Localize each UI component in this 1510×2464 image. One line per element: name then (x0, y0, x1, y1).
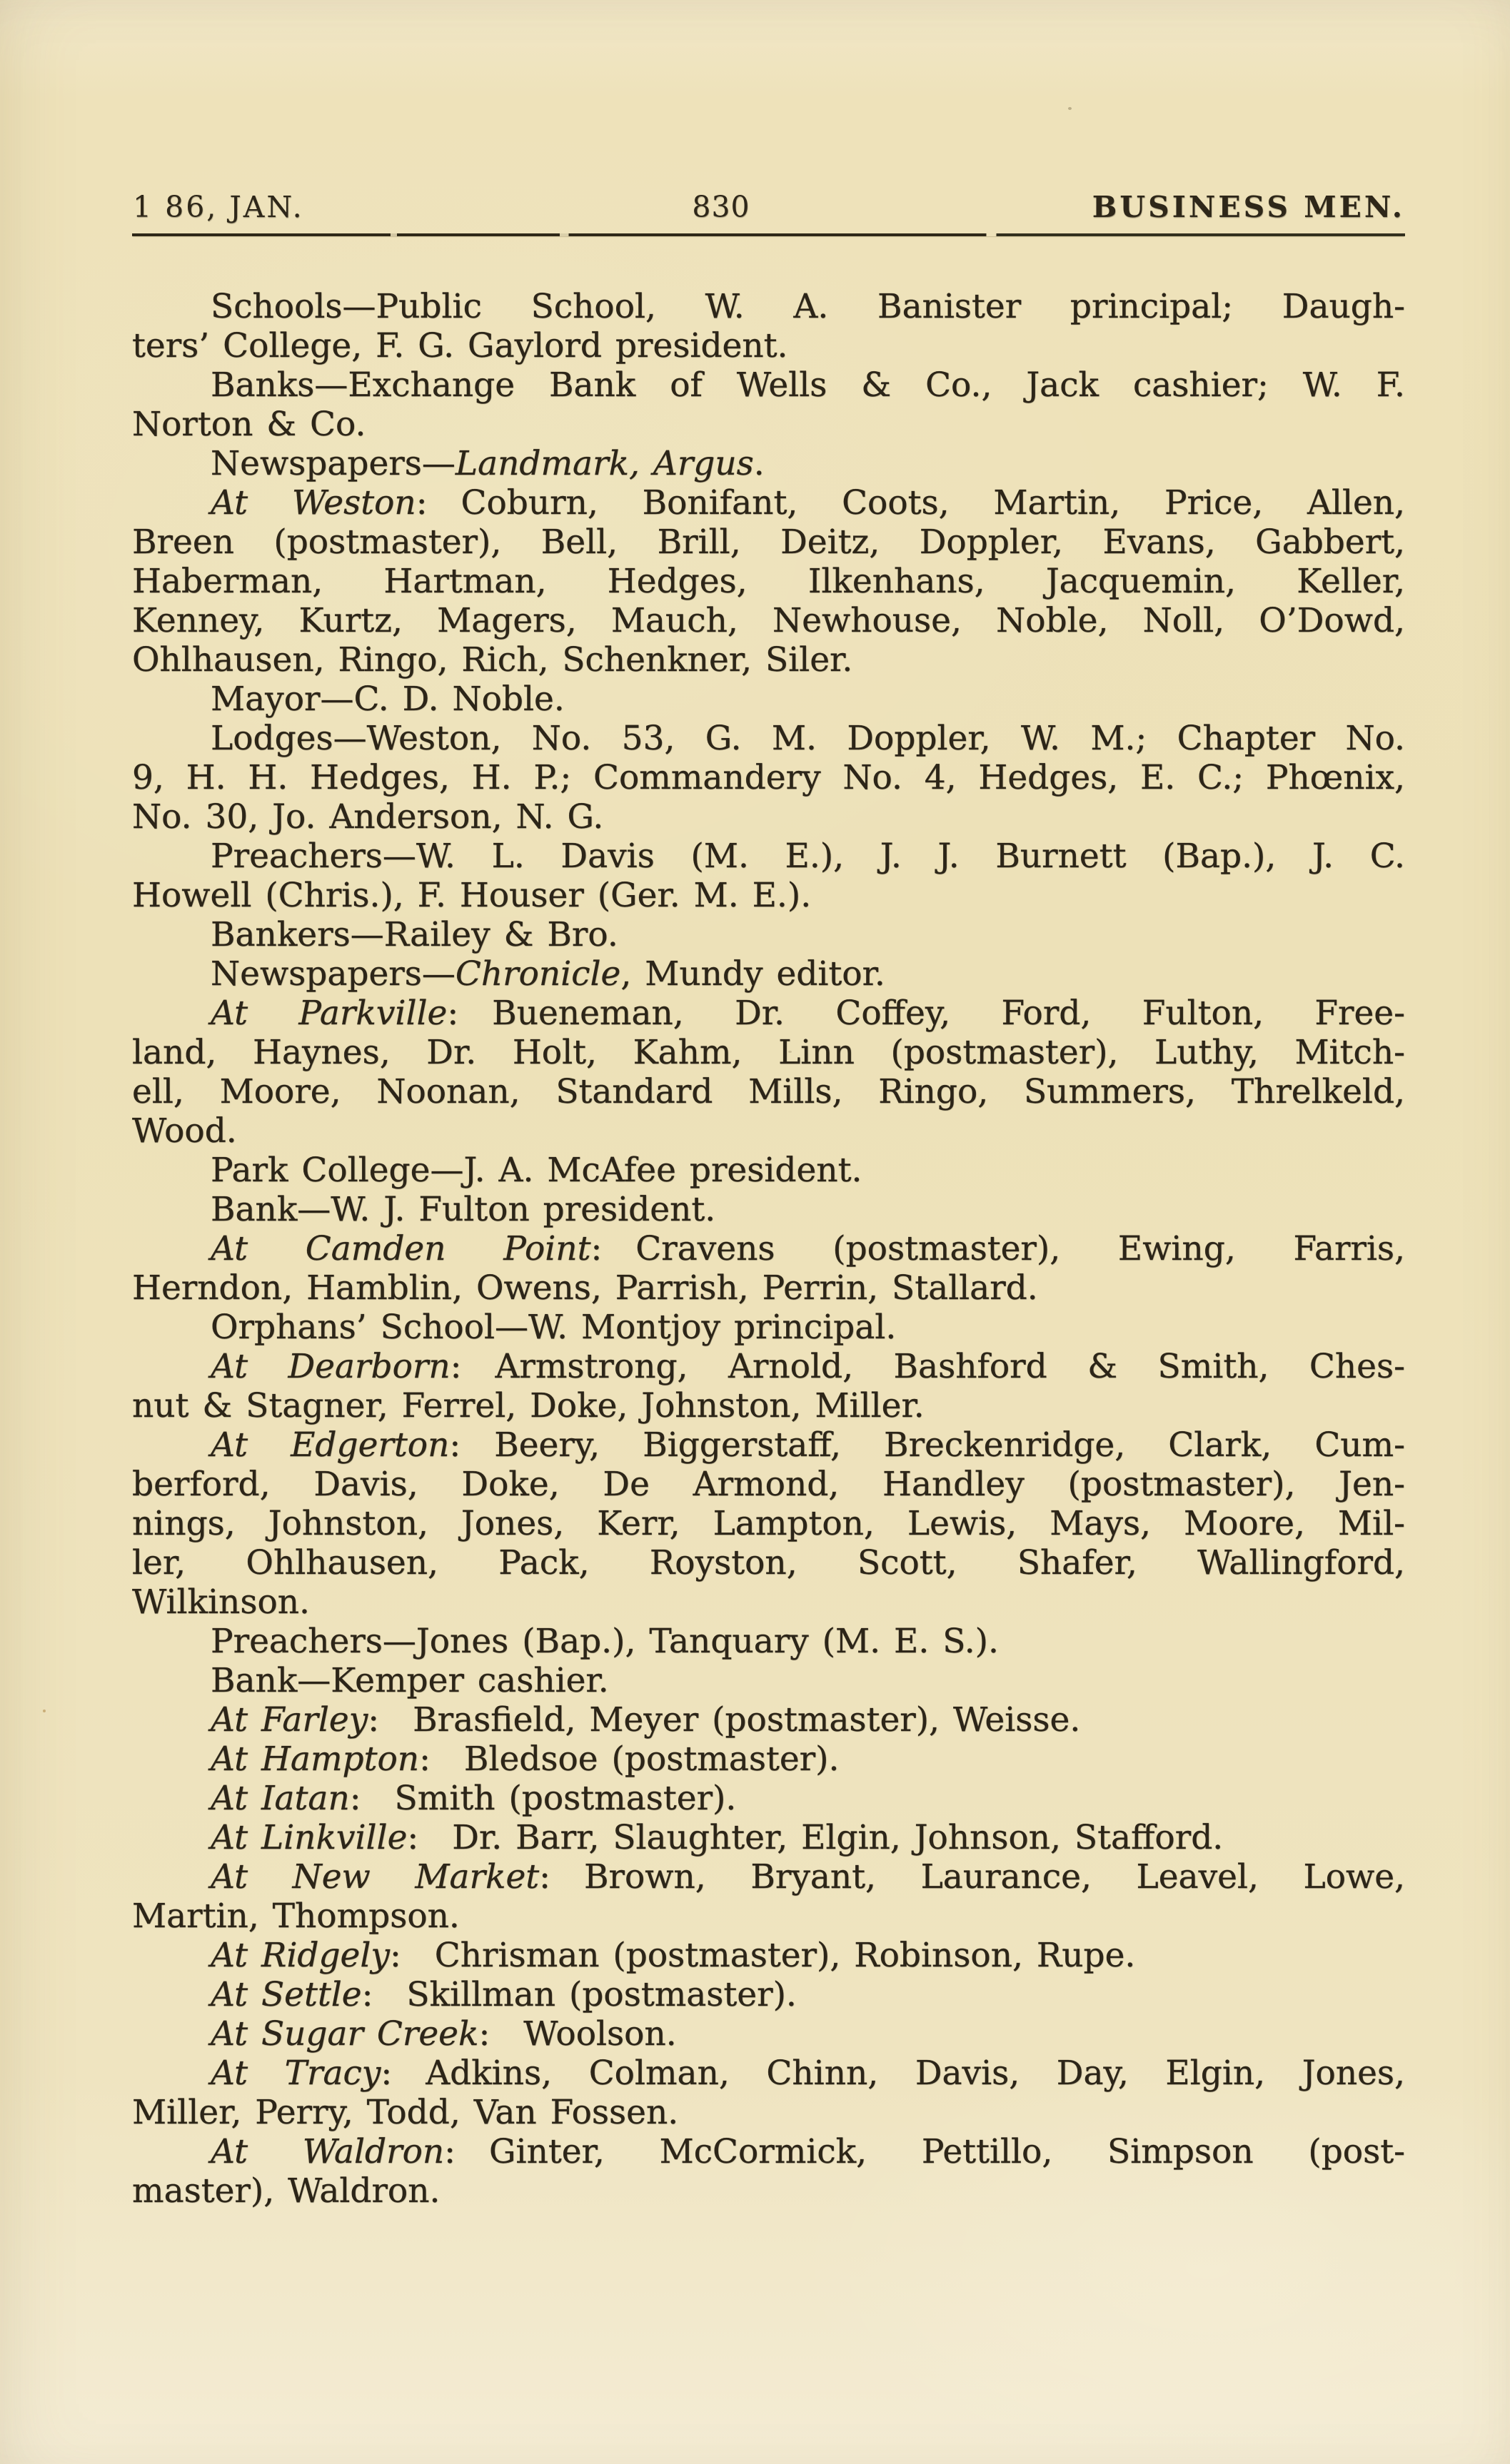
text-segment: Wilkinson. (132, 1582, 310, 1622)
text-segment: Preachers—Jones (Bap.), Tanquary (M. E. S.). (211, 1622, 999, 1661)
text-segment: Wood. (132, 1111, 237, 1151)
text-segment: ters’ College, F. G. Gaylord president. (132, 326, 788, 365)
text-segment: Miller, Perry, Todd, Van Fossen. (132, 2093, 679, 2132)
text-line (132, 601, 1405, 640)
text-segment: : Bledsoe (postmaster). (419, 1740, 840, 1779)
place-name-text: At New Market (211, 1857, 540, 1897)
text-segment: : Smith (postmaster). (349, 1779, 737, 1818)
text-line (132, 1936, 1405, 1975)
text-line (132, 1190, 1405, 1229)
text-line (132, 837, 1405, 876)
text-segment: Preachers—W. L. Davis (M. E.), J. J. Burnett (Bap.), J. C. (211, 837, 1405, 876)
text-line (132, 1857, 1405, 1897)
place-name-text: At Weston (211, 483, 416, 522)
text-line (132, 680, 1405, 719)
text-line (132, 365, 1405, 405)
text-line (132, 1033, 1405, 1072)
text-segment: nut & Stagner, Ferrel, Doke, Johnston, Miller. (132, 1386, 925, 1425)
text-line (132, 1308, 1405, 1347)
text-line (132, 1543, 1405, 1582)
text-segment: master), Waldron. (132, 2171, 441, 2211)
place-name-text: At Settle (211, 1975, 362, 2014)
paper-speck (1068, 107, 1072, 110)
header-rule (132, 233, 1405, 236)
text-segment: . (753, 444, 765, 483)
text-segment: : Brown, Bryant, Laurance, Leavel, Lowe, (539, 1857, 1405, 1897)
text-line (132, 954, 1405, 994)
header-title: BUSINESS MEN. (1092, 190, 1405, 224)
text-segment: Herndon, Hamblin, Owens, Parrish, Perrin, Stallard. (132, 1268, 1038, 1308)
text-line (132, 719, 1405, 758)
place-name-text: At Iatan (211, 1779, 350, 1818)
text-line (132, 1072, 1405, 1111)
text-line (132, 915, 1405, 954)
text-segment: Breen (postmaster), Bell, Brill, Deitz, Doppler, Evans, Gabbert, (132, 522, 1405, 562)
text-segment: Lodges—Weston, No. 53, G. M. Doppler, W. M.; Chapter No. (211, 719, 1405, 758)
text-segment: : Dr. Barr, Slaughter, Elgin, Johnson, Stafford. (407, 1818, 1224, 1857)
text-segment: Newspapers— (211, 444, 455, 483)
text-segment: : Woolson. (478, 2014, 677, 2054)
text-line (132, 326, 1405, 365)
place-name-text: At Tracy (211, 2054, 381, 2093)
text-line (132, 1151, 1405, 1190)
text-line (132, 797, 1405, 837)
text-line (132, 876, 1405, 915)
paper-speck (788, 1051, 792, 1053)
text-line (132, 994, 1405, 1033)
text-segment: Bankers—Railey & Bro. (211, 915, 618, 954)
text-line (132, 1504, 1405, 1543)
text-segment: Ohlhausen, Ringo, Rich, Schenkner, Siler. (132, 640, 853, 680)
text-segment: : Beery, Biggerstaff, Breckenridge, Clark, Cum- (449, 1425, 1405, 1465)
text-segment: : Adkins, Colman, Chinn, Davis, Day, Elgin, Jones, (381, 2054, 1405, 2093)
text-segment: : Ginter, McCormick, Pettillo, Simpson (post- (444, 2132, 1405, 2171)
text-segment: : Brasfield, Meyer (postmaster), Weisse. (368, 1700, 1081, 1740)
text-line (132, 287, 1405, 326)
place-name-text: Chronicle (455, 954, 621, 994)
text-line (132, 1465, 1405, 1504)
text-segment: land, Haynes, Dr. Holt, Kahm, Linn (postmaster), Luthy, Mitch- (132, 1033, 1405, 1072)
text-segment: Schools—Public School, W. A. Banister principal; Daugh- (211, 287, 1405, 326)
text-line (132, 1229, 1405, 1268)
text-line (132, 2171, 1405, 2211)
text-line (132, 1897, 1405, 1936)
text-line (132, 444, 1405, 483)
text-segment: : Coburn, Bonifant, Coots, Martin, Price, Allen, (416, 483, 1405, 522)
text-segment: Kenney, Kurtz, Magers, Mauch, Newhouse, Noble, Noll, O’Dowd, (132, 601, 1405, 640)
place-name-text: At Farley (211, 1700, 368, 1740)
text-segment: Bank—W. J. Fulton president. (211, 1190, 716, 1229)
place-name-text: At Ridgely (211, 1936, 390, 1975)
text-line (132, 640, 1405, 680)
text-segment: Haberman, Hartman, Hedges, Ilkenhans, Jacquemin, Keller, (132, 562, 1405, 601)
text-line (132, 1740, 1405, 1779)
text-segment: : Skillman (postmaster). (361, 1975, 797, 2014)
text-line (132, 1975, 1405, 2014)
place-name-text: At Sugar Creek (211, 2014, 479, 2054)
text-segment: Howell (Chris.), F. Houser (Ger. M. E.). (132, 876, 812, 915)
text-line (132, 1347, 1405, 1386)
header-date: 1 86, JAN. (133, 190, 304, 224)
text-line (132, 483, 1405, 522)
place-name-text: At Waldron (211, 2132, 445, 2171)
page-body-text (132, 287, 1405, 2211)
text-segment: Park College—J. A. McAfee president. (211, 1151, 862, 1190)
place-name-text: At Hampton (211, 1740, 420, 1779)
text-line (132, 2132, 1405, 2171)
text-line (132, 2014, 1405, 2054)
text-segment: Banks—Exchange Bank of Wells & Co., Jack cashier; W. F. (211, 365, 1405, 405)
text-line (132, 522, 1405, 562)
text-segment: nings, Johnston, Jones, Kerr, Lampton, Lewis, Mays, Moore, Mil- (132, 1504, 1405, 1543)
place-name-text: At Parkville (211, 994, 448, 1033)
text-line (132, 1386, 1405, 1425)
text-line (132, 1700, 1405, 1740)
text-line (132, 1622, 1405, 1661)
text-segment: berford, Davis, Doke, De Armond, Handley (postmaster), Jen- (132, 1465, 1405, 1504)
text-segment: Norton & Co. (132, 405, 366, 444)
text-segment: 9, H. H. Hedges, H. P.; Commandery No. 4, Hedges, E. C.; Phœnix, (132, 758, 1405, 797)
text-line (132, 2093, 1405, 2132)
text-segment: : Chrisman (postmaster), Robinson, Rupe. (389, 1936, 1136, 1975)
place-name-text: At Camden Point (211, 1229, 591, 1268)
text-segment: , Mundy editor. (620, 954, 885, 994)
text-segment: : Armstrong, Arnold, Bashford & Smith, Ches- (450, 1347, 1405, 1386)
text-segment: Orphans’ School—W. Montjoy principal. (211, 1308, 897, 1347)
text-segment: Mayor—C. D. Noble. (211, 680, 565, 719)
paper-speck (43, 1710, 46, 1712)
text-line (132, 1818, 1405, 1857)
text-line (132, 1111, 1405, 1151)
text-line (132, 1268, 1405, 1308)
text-line (132, 758, 1405, 797)
place-name-text: Landmark, Argus (455, 444, 754, 483)
text-segment: : Bueneman, Dr. Coffey, Ford, Fulton, Free- (447, 994, 1406, 1033)
text-segment: ell, Moore, Noonan, Standard Mills, Ringo, Summers, Threlkeld, (132, 1072, 1405, 1111)
text-segment: : Cravens (postmaster), Ewing, Farris, (590, 1229, 1405, 1268)
place-name-text: At Linkville (211, 1818, 408, 1857)
text-segment: Bank—Kemper cashier. (211, 1661, 609, 1700)
text-line (132, 1661, 1405, 1700)
text-line (132, 1779, 1405, 1818)
text-line (132, 562, 1405, 601)
page-number: 830 (692, 190, 750, 224)
place-name-text: At Dearborn (211, 1347, 451, 1386)
text-segment: ler, Ohlhausen, Pack, Royston, Scott, Shafer, Wallingford, (132, 1543, 1405, 1582)
text-line (132, 2054, 1405, 2093)
text-line (132, 1582, 1405, 1622)
text-segment: No. 30, Jo. Anderson, N. G. (132, 797, 604, 837)
text-segment: Newspapers— (211, 954, 455, 994)
place-name-text: At Edgerton (211, 1425, 450, 1465)
text-line (132, 405, 1405, 444)
text-segment: Martin, Thompson. (132, 1897, 460, 1936)
text-line (132, 1425, 1405, 1465)
